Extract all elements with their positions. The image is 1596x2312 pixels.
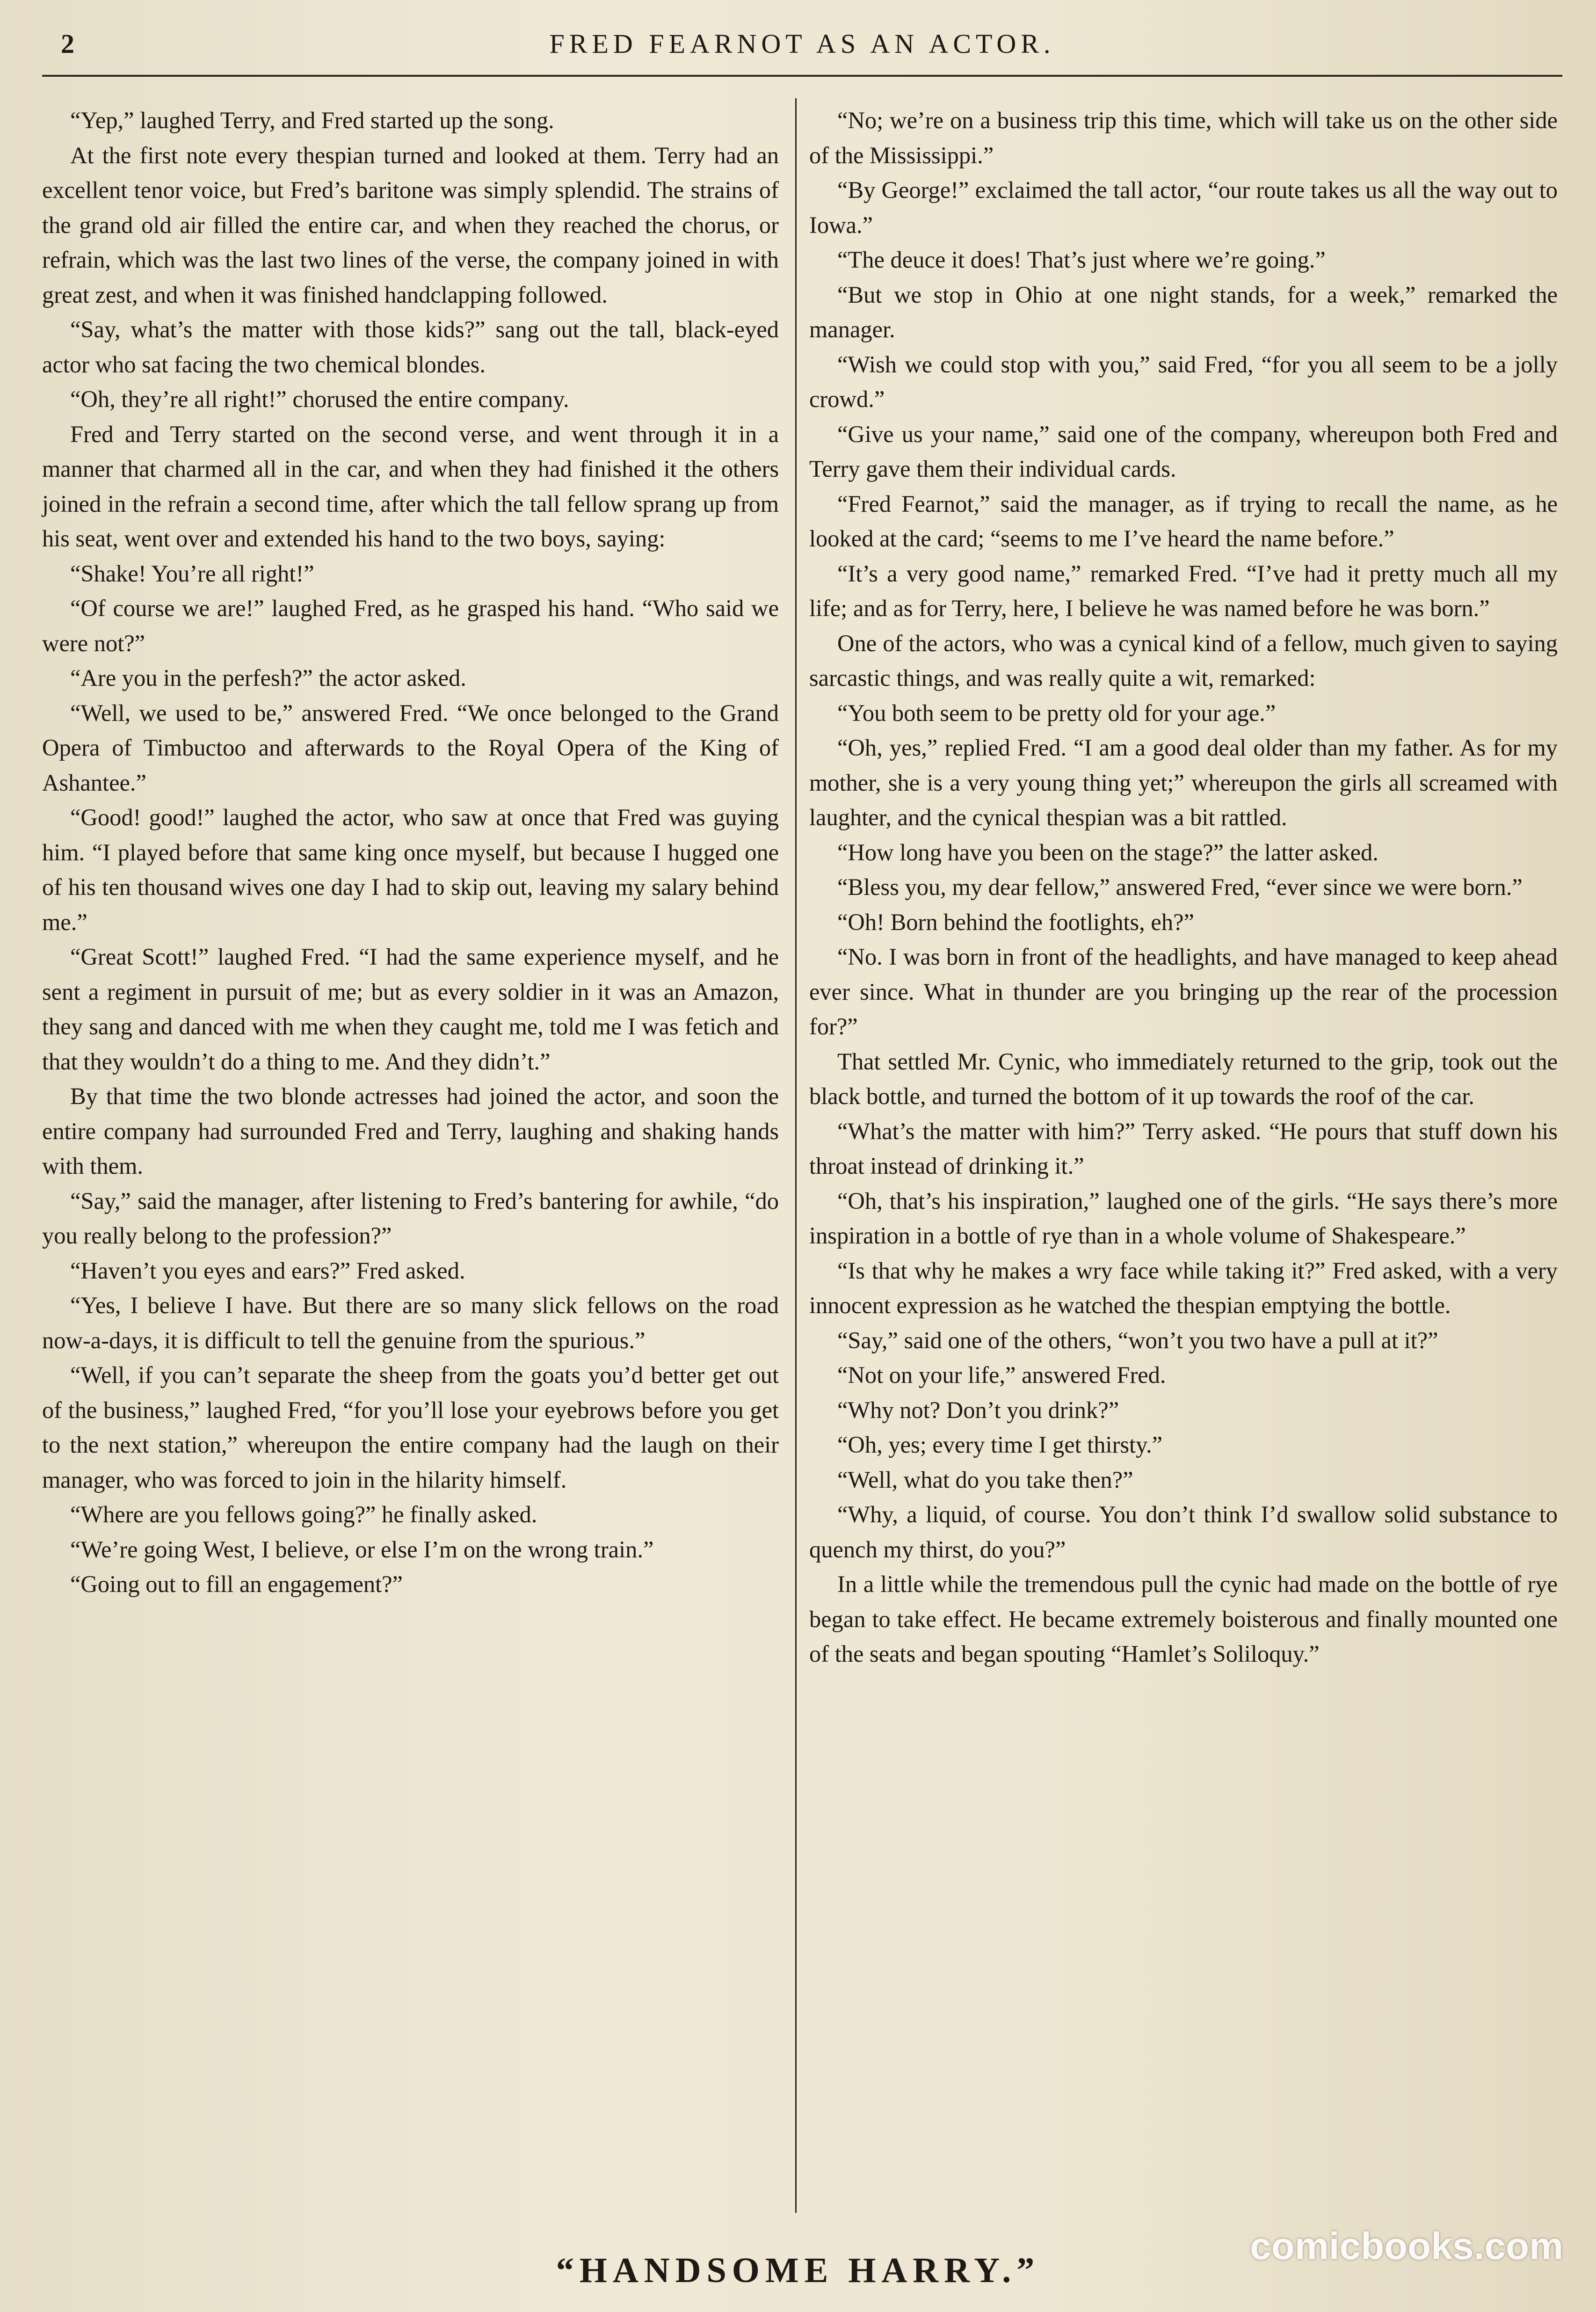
paragraph: “Well, we used to be,” answered Fred. “We once belonged to the Grand Opera of Timbuctoo and afterwards to the Royal Opera of the King of Ashantee.” [42, 699, 779, 796]
column-divider [795, 98, 797, 2213]
paragraph: “Oh, they’re all right!” chorused the entire company. [70, 386, 569, 412]
header-rule [42, 75, 1562, 77]
paragraph: One of the actors, who was a cynical kind of a fellow, much given to saying sarcastic things, and was really quite a wit, remarked: [809, 630, 1558, 691]
paragraph: “Why not? Don’t you drink?” [837, 1396, 1119, 1423]
paragraph: Fred and Terry started on the second verse, and went through it in a manner that charmed all in the car, and when they had finished it the others joined in the refrain a second time, after which the tall fellow sprang up from his seat, went over and extended his hand to the two boys, saying: [42, 421, 779, 552]
paragraph: “Is that why he makes a wry face while taking it?” Fred asked, with a very innocent expression as he watched the thespian emptying the bottle. [809, 1257, 1558, 1318]
right-column [809, 103, 1558, 1672]
left-column [42, 103, 779, 1602]
paragraph: “Well, what do you take then?” [837, 1466, 1133, 1493]
paragraph: “Say,” said one of the others, “won’t you two have a pull at it?” [837, 1327, 1438, 1353]
paragraph: “No; we’re on a business trip this time, which will take us on the other side of the Mississippi.” [809, 107, 1558, 168]
paragraph: “We’re going West, I believe, or else I’m on the wrong train.” [70, 1536, 654, 1563]
paragraph: “Great Scott!” laughed Fred. “I had the same experience myself, and he sent a regiment in pursuit of me; but as every soldier in it was an Amazon, they sang and danced with me when they caught me, told me I was fetich and that they wouldn’t do a thing to me. And they didn’t.” [42, 944, 779, 1075]
paragraph: “What’s the matter with him?” Terry asked. “He pours that stuff down his throat instead of drinking it.” [809, 1118, 1558, 1179]
paragraph: “Well, if you can’t separate the sheep from the goats you’d better get out of the business,” laughed Fred, “for you’ll lose your eyebrows before you get to the next station,” whereupon the entire company had the laugh on their manager, who was forced to join in the hilarity himself. [42, 1362, 779, 1493]
paragraph: At the first note every thespian turned and looked at them. Terry had an excellent tenor voice, but Fred’s baritone was simply splendid. The strains of the grand old air filled the entire car, and when they reached the chorus, or refrain, which was the last two lines of the verse, the company joined in with great zest, and when it was finished handclapping followed. [42, 142, 779, 308]
paragraph: “Yes, I believe I have. But there are so many slick fellows on the road now-a-days, it is difficult to tell the genuine from the spurious.” [42, 1292, 779, 1353]
site-watermark: comicbooks.com [1250, 2225, 1563, 2268]
paragraph: “Say,” said the manager, after listening to Fred’s bantering for awhile, “do you really belong to the profession?” [42, 1187, 779, 1249]
paragraph: “Why, a liquid, of course. You don’t think I’d swallow solid substance to quench my thirst, do you?” [809, 1501, 1558, 1563]
paragraph: “Oh, yes; every time I get thirsty.” [837, 1432, 1163, 1458]
paragraph: “No. I was born in front of the headlights, and have managed to keep ahead ever since. What in thunder are you bringing up the rear of the procession for?” [809, 944, 1558, 1040]
paragraph: “Haven’t you eyes and ears?” Fred asked. [70, 1257, 465, 1284]
paragraph: “How long have you been on the stage?” the latter asked. [837, 839, 1378, 865]
footer-story-title: “HANDSOME HARRY.” [556, 2251, 1040, 2290]
running-title: FRED FEARNOT AS AN ACTOR. [549, 29, 1055, 59]
paragraph: “Oh, yes,” replied Fred. “I am a good deal older than my father. As for my mother, she is a very young thing yet;” whereupon the girls all screamed with laughter, and the cynical thespian was a bit rattled. [809, 734, 1558, 830]
paragraph: “Bless you, my dear fellow,” answered Fred, “ever since we were born.” [837, 874, 1523, 900]
paragraph: “Give us your name,” said one of the company, whereupon both Fred and Terry gave them their individual cards. [809, 421, 1558, 482]
paragraph: By that time the two blonde actresses had joined the actor, and soon the entire company had surrounded Fred and Terry, laughing and shaking hands with them. [42, 1083, 779, 1179]
paragraph: In a little while the tremendous pull the cynic had made on the bottle of rye began to take effect. He became extremely boisterous and finally mounted one of the seats and began spouting “Hamlet’s Soliloquy.” [809, 1571, 1558, 1667]
paragraph: “Where are you fellows going?” he finally asked. [70, 1501, 537, 1527]
paragraph: “You both seem to be pretty old for your age.” [837, 699, 1276, 726]
paragraph: “Yep,” laughed Terry, and Fred started up the song. [70, 107, 554, 133]
paragraph: “Wish we could stop with you,” said Fred, “for you all seem to be a jolly crowd.” [809, 351, 1558, 412]
paragraph: “Shake! You’re all right!” [70, 560, 314, 587]
paragraph: “Good! good!” laughed the actor, who saw at once that Fred was guying him. “I played before that same king once myself, but because I hugged one of his ten thousand wives one day I had to skip out, leaving my salary behind me.” [42, 804, 779, 935]
running-head [42, 28, 1562, 65]
paragraph: “Going out to fill an engagement?” [70, 1571, 403, 1597]
page-number: 2 [61, 29, 74, 59]
paragraph: That settled Mr. Cynic, who immediately returned to the grip, took out the black bottle, and turned the bottom of it up towards the roof of the car. [809, 1048, 1558, 1109]
paragraph: “By George!” exclaimed the tall actor, “our route takes us all the way out to Iowa.” [809, 177, 1558, 238]
paragraph: “Not on your life,” answered Fred. [837, 1362, 1166, 1388]
paragraph: “Oh, that’s his inspiration,” laughed one of the girls. “He says there’s more inspiration in a bottle of rye than in a whole volume of Shakespeare.” [809, 1187, 1558, 1249]
paragraph: “Of course we are!” laughed Fred, as he grasped his hand. “Who said we were not?” [42, 595, 779, 656]
paragraph: “But we stop in Ohio at one night stands, for a week,” remarked the manager. [809, 281, 1558, 342]
paragraph: “The deuce it does! That’s just where we’re going.” [837, 247, 1326, 273]
paragraph: “It’s a very good name,” remarked Fred. “I’ve had it pretty much all my life; and as for Terry, here, I believe he was named before he was born.” [809, 560, 1558, 621]
paragraph: “Oh! Born behind the footlights, eh?” [837, 909, 1194, 935]
paragraph: “Fred Fearnot,” said the manager, as if trying to recall the name, as he looked at the card; “seems to me I’ve heard the name before.” [809, 490, 1558, 552]
paragraph: “Are you in the perfesh?” the actor asked. [70, 665, 466, 691]
paragraph: “Say, what’s the matter with those kids?” sang out the tall, black-eyed actor who sat facing the two chemical blondes. [42, 316, 779, 378]
